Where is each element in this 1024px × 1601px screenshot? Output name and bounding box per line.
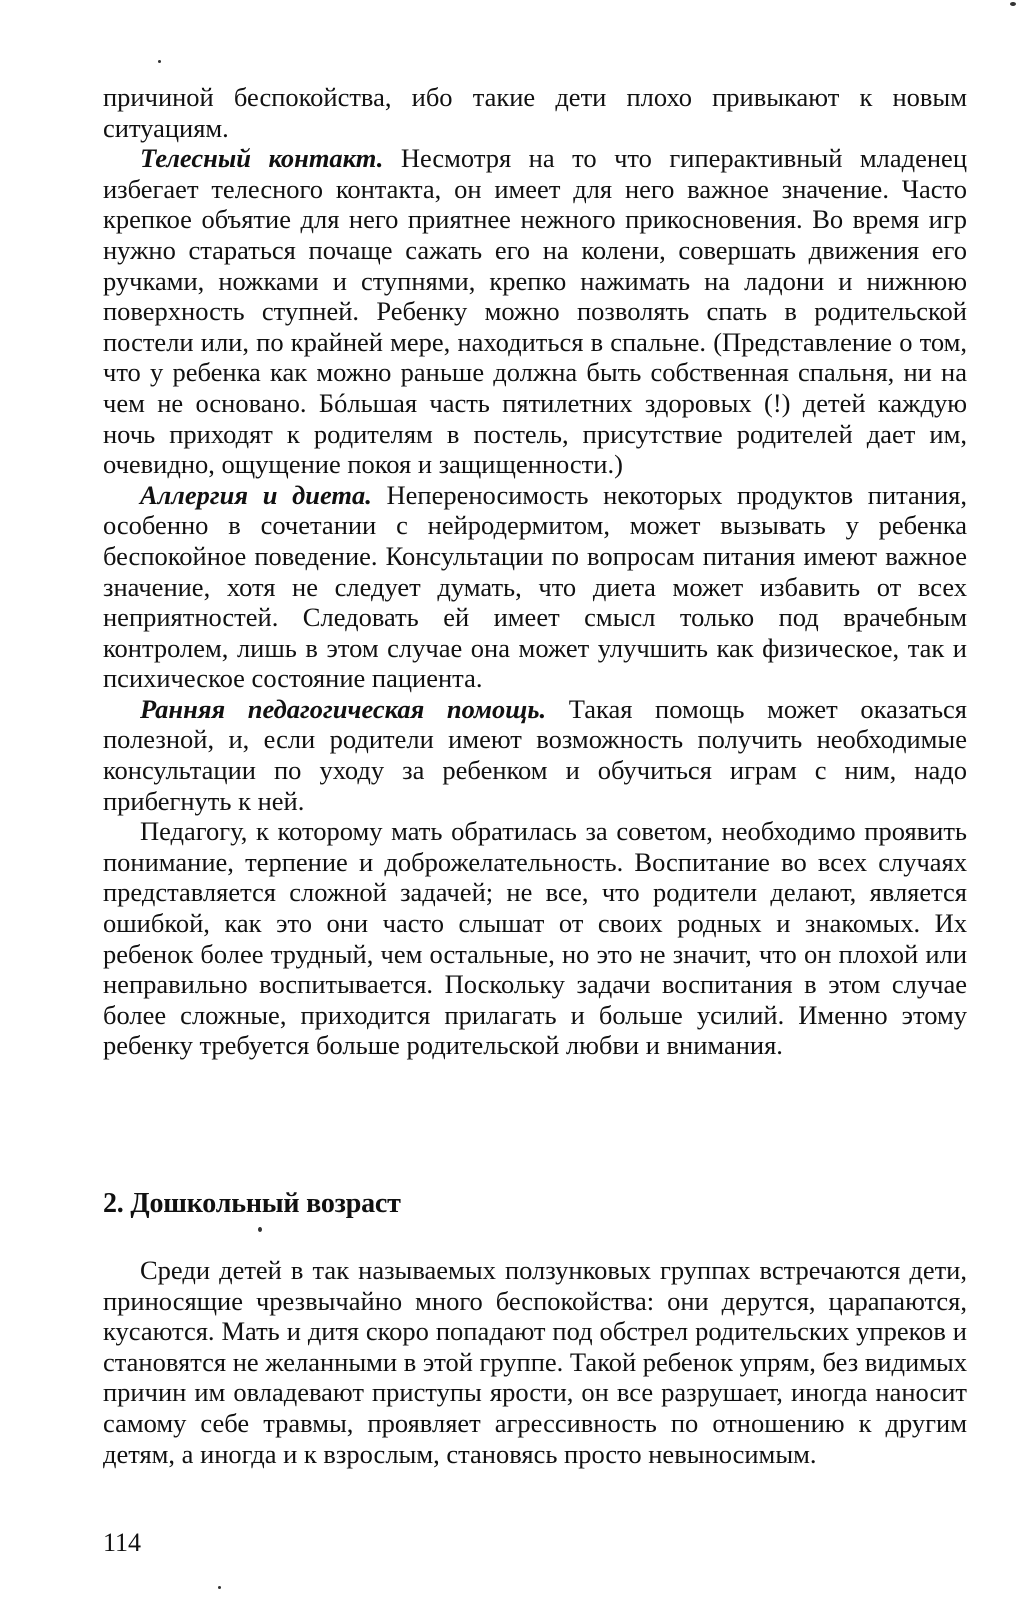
paragraph-allergy-diet [103,480,967,694]
scan-speck [258,1227,262,1232]
paragraph-text: Среди детей в так называемых ползунковых группах встречаются дети, приносящие чрезвычайно много беспокойства: они дерутся, царапаются, кусаются. Мать и дитя скоро попадают под обстрел родительских упреков и становятся не желанными в этой группе. Такой ребенок упрям, без видимых причин им овладевают приступы ярости, он все разрушает, иногда наносит самому себе травмы, проявляет агрессивность по отношению к другим детям, а иногда и к взрослым, становясь просто невыносимым. [103,1255,968,1469]
paragraph-body-contact [103,143,967,480]
paragraph-text: Такая помощь может оказаться полезной, и, если родители имеют возможность получить необходимые консультации по уходу за ребенком и обучиться играм с ним, надо прибегнуть к ней. [103,693,967,816]
paragraph-lead: Ранняя педагогическая помощь. [140,693,547,724]
paragraph-text: причиной беспокойства, ибо такие дети плохо привыкают к новым ситуациям. [103,82,967,143]
page-number: 114 [103,1528,142,1557]
paragraph-lead: Телесный контакт. [140,143,384,174]
text-block-bottom [103,1255,967,1469]
section-heading: 2. Дошкольный возраст [103,1188,401,1219]
paragraph-text: Педагогу, к которому мать обратилась за советом, необходимо проявить понимание, терпение и доброжелательность. Воспитание во всех случаях представляется сложной задачей; не все, что родители делают, является ошибкой, как это они часто слышат от своих родных и знакомых. Их ребенок более трудный, чем остальные, но это не значит, что он плохой или неправильно воспитывается. Поскольку задачи воспитания в этом случае более сложные, приходится прилагать и больше усилий. Именно этому ребенку требуется больше родительской любви и внимания. [103,816,967,1061]
scan-speck [158,60,161,63]
paragraph-text: Непереносимость некоторых продуктов питания, особенно в сочетании с нейродермитом, может вызывать у ребенка беспокойное поведение. Консультации по вопросам питания имеют важное значение, хотя не следует думать, что диета может избавить от всех неприятностей. Следовать ей имеет смысл только под врачебным контролем, лишь в этом случае она может улучшить как физическое, так и психическое состояние пациента. [103,479,967,694]
text-block-top [103,82,967,1061]
paragraph-preschool [103,1255,967,1469]
paragraph-pedagogue [103,816,967,1061]
scan-speck [218,1586,221,1589]
scan-speck [1010,2,1016,6]
paragraph-text: Несмотря на то что гиперактивный младенец избегает телесного контакта, он имеет для него важное значение. Часто крепкое объятие для него приятнее нежного прикосновения. Во время игр нужно стараться почаще сажать его на колени, совершать движения его ручками, ножками и ступнями, крепко нажимать на ладони и нижнюю поверхность ступней. Ребенку можно позволять спать в родительской постели или, по крайней мере, находиться в спальне. (Представление о том, что у ребенка как можно раньше должна быть собственная спальня, ни на чем не основано. Бóльшая часть пятилетних здоровых (!) детей каждую ночь приходят к родителям в постель, присутствие родителей дает им, очевидно, ощущение покоя и защищенности.) [103,143,967,480]
paragraph-continuation [103,82,967,143]
paragraph-early-help [103,694,967,816]
paragraph-lead: Аллергия и диета. [140,479,372,510]
